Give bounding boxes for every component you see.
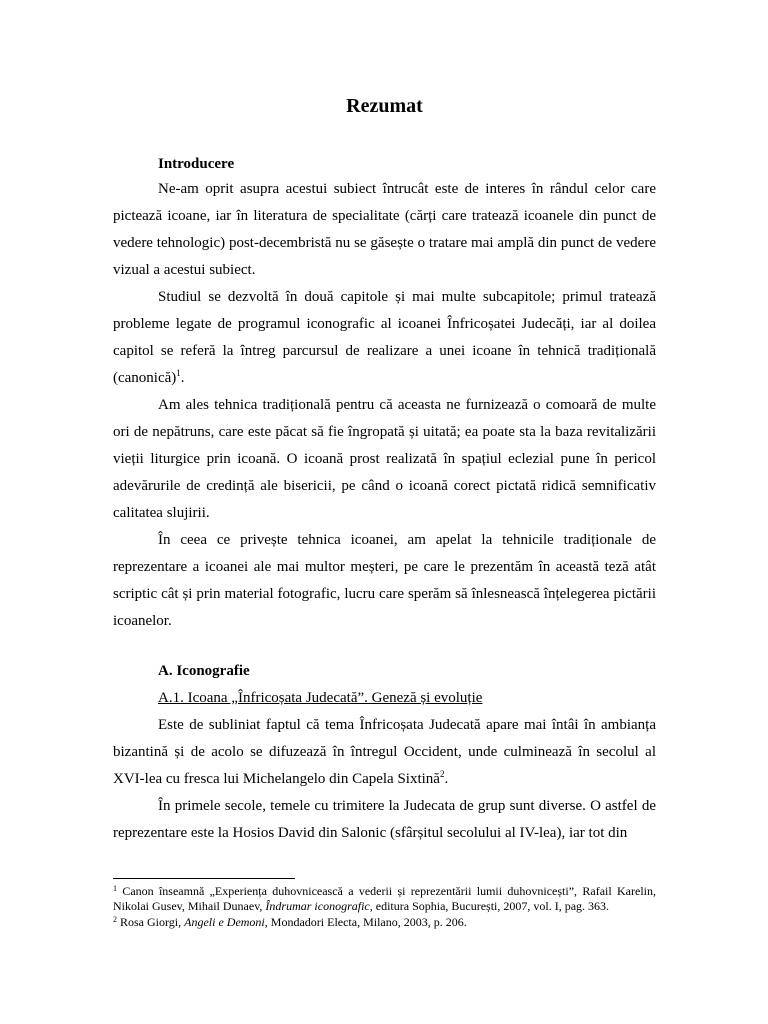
section-a1-subheading: A.1. Icoana „Înfricoșata Judecată”. Geneză și evoluție xyxy=(158,690,483,706)
footnote-1-text: Canon înseamnă „Experiența duhovnicească a vederii și reprezentării lumii duhovnicești”, Rafail Karelin, Nikolai Gusev, Mihail Dunaev, xyxy=(113,884,656,913)
footnote-separator xyxy=(113,878,295,879)
section-a-heading: A. Iconografie xyxy=(158,663,250,679)
footnote-ref-2[interactable]: 2 xyxy=(439,769,445,779)
section-a-paragraph-1-end: . xyxy=(444,771,449,787)
footnote-2-book-title: Angeli e Demoni xyxy=(184,915,265,929)
intro-paragraph-1: Ne-am oprit asupra acestui subiect întrucât este de interes în rândul celor care pictează icoane, iar în literatura de specialitate (cărți care tratează icoanele din punct de vedere tehnologic) post-decembristă nu se găsește o tratare mai amplă din punct de vedere vizual a acestui subiect. xyxy=(113,181,656,278)
intro-paragraph-4: În ceea ce privește tehnica icoanei, am apelat la tehnicile tradiționale de reprezentare a icoanei ale mai multor meșteri, pe care le prezentăm în această teză atât scriptic cât și prin material fotografic, lucru care sperăm să înlesnească înțelegerea pictării icoanelor. xyxy=(113,532,656,629)
intro-paragraph-3: Am ales tehnica tradițională pentru că aceasta ne furnizează o comoară de multe ori de nepătruns, care este păcat să fie îngropată și uitată; ea poate sta la baza revitalizării vieții liturgice prin icoană. O icoană prost realizată în spațiul eclezial pune în pericol adevărurile de credință ale bisericii, pe când o icoană corect pictată ridică semnificativ calitatea slujirii. xyxy=(113,397,656,521)
section-a-paragraph-1 xyxy=(113,712,656,793)
footnote-2-number: 2 xyxy=(113,915,117,924)
intro-paragraph-2-text: Studiul se dezvoltă în două capitole și mai multe subcapitole; primul tratează probleme legate de programul iconografic al icoanei Înfricoșatei Judecăți, iar al doilea capitol se referă la întreg parcursul de realizare a unei icoane în tehnică tradițională (canonică) xyxy=(113,289,656,386)
footnote-1-number: 1 xyxy=(113,884,117,893)
footnote-2 xyxy=(113,915,656,930)
section-a-paragraph-2: În primele secole, temele cu trimitere la Judecata de grup sunt diverse. O astfel de reprezentare este la Hosios David din Salonic (sfârșitul secolului al IV-lea), iar tot din xyxy=(113,798,656,841)
intro-heading: Introducere xyxy=(158,156,235,172)
section-a-paragraph-1-text: Este de subliniat faptul că tema Înfricoșata Judecată apare mai întâi în ambianța bizantină și de acolo se difuzează în întregul Occident, unde culminează în secolul al XVI-lea cu fresca lui Michelangelo din Capela Sixtină xyxy=(113,717,656,787)
footnote-1 xyxy=(113,884,656,914)
footnote-1-book-title: Îndrumar iconografic xyxy=(265,899,370,913)
footnote-2-rest: , Mondadori Electa, Milano, 2003, p. 206. xyxy=(264,915,467,929)
intro-paragraph-2 xyxy=(113,284,656,392)
intro-paragraph-2-end: . xyxy=(180,370,185,386)
footnote-2-text: Rosa Giorgi, xyxy=(117,915,185,929)
page-title: Rezumat xyxy=(346,95,423,117)
footnote-ref-1[interactable]: 1 xyxy=(176,368,181,378)
footnote-1-rest: , editura Sophia, București, 2007, vol. I, pag. 363. xyxy=(369,899,610,913)
